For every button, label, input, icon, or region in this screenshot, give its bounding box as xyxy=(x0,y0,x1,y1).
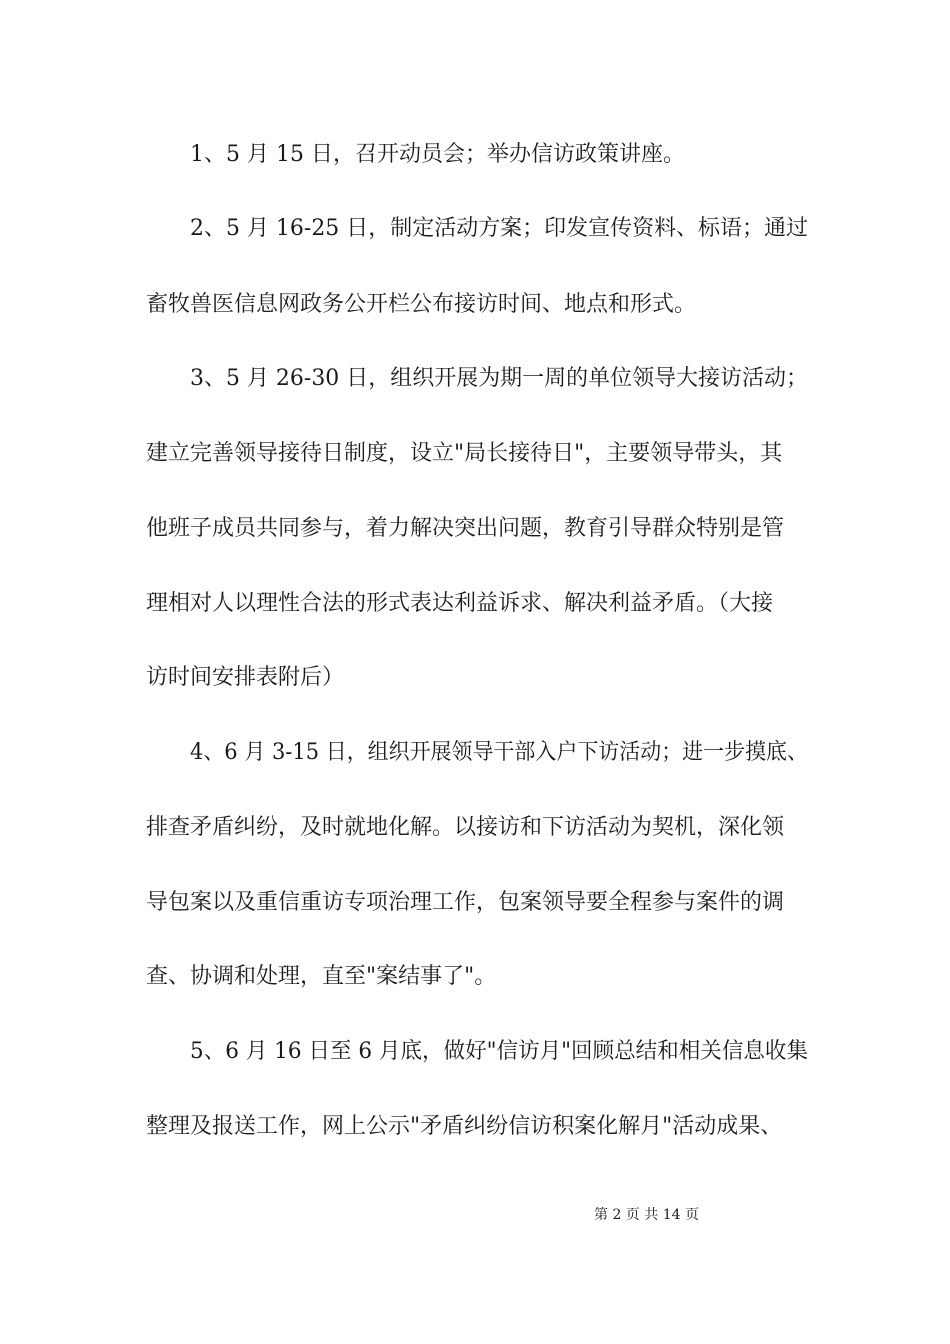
paragraph-5-line-2: 整理及报送工作，网上公示"矛盾纠纷信访积案化解月"活动成果、 xyxy=(146,1114,783,1139)
paragraph-3-line-2: 建立完善领导接待日制度，设立"局长接待日"，主要领导带头，其 xyxy=(146,441,783,466)
paragraph-3-line-4: 理相对人以理性合法的形式表达利益诉求、解决利益矛盾。（大接 xyxy=(146,591,774,616)
paragraph-3-line-5: 访时间安排表附后） xyxy=(146,665,345,690)
paragraph-4-line-1: 4、6 月 3-15 日，组织开展领导干部入户下访活动；进一步摸底、 xyxy=(190,740,808,765)
paragraph-1-line-1: 1、5 月 15 日，召开动员会；举办信访政策讲座。 xyxy=(190,142,685,167)
paragraph-2-line-1: 2、5 月 16-25 日，制定活动方案；印发宣传资料、标语；通过 xyxy=(190,216,808,241)
paragraph-2-line-2: 畜牧兽医信息网政务公开栏公布接访时间、地点和形式。 xyxy=(146,292,697,317)
paragraph-3-line-1: 3、5 月 26-30 日，组织开展为期一周的单位领导大接访活动； xyxy=(190,366,808,391)
paragraph-5-line-1: 5、6 月 16 日至 6 月底，做好"信访月"回顾总结和相关信息收集 xyxy=(190,1039,809,1064)
paragraph-4-line-3: 导包案以及重信重访专项治理工作，包案领导要全程参与案件的调 xyxy=(146,890,785,915)
paragraph-3-line-3: 他班子成员共同参与，着力解决突出问题，教育引导群众特别是管 xyxy=(146,516,785,541)
page-number-footer: 第 2 页 共 14 页 xyxy=(594,1207,699,1223)
paragraph-4-line-2: 排查矛盾纠纷，及时就地化解。以接访和下访活动为契机，深化领 xyxy=(146,815,785,840)
paragraph-4-line-4: 查、协调和处理，直至"案结事了"。 xyxy=(146,964,497,989)
